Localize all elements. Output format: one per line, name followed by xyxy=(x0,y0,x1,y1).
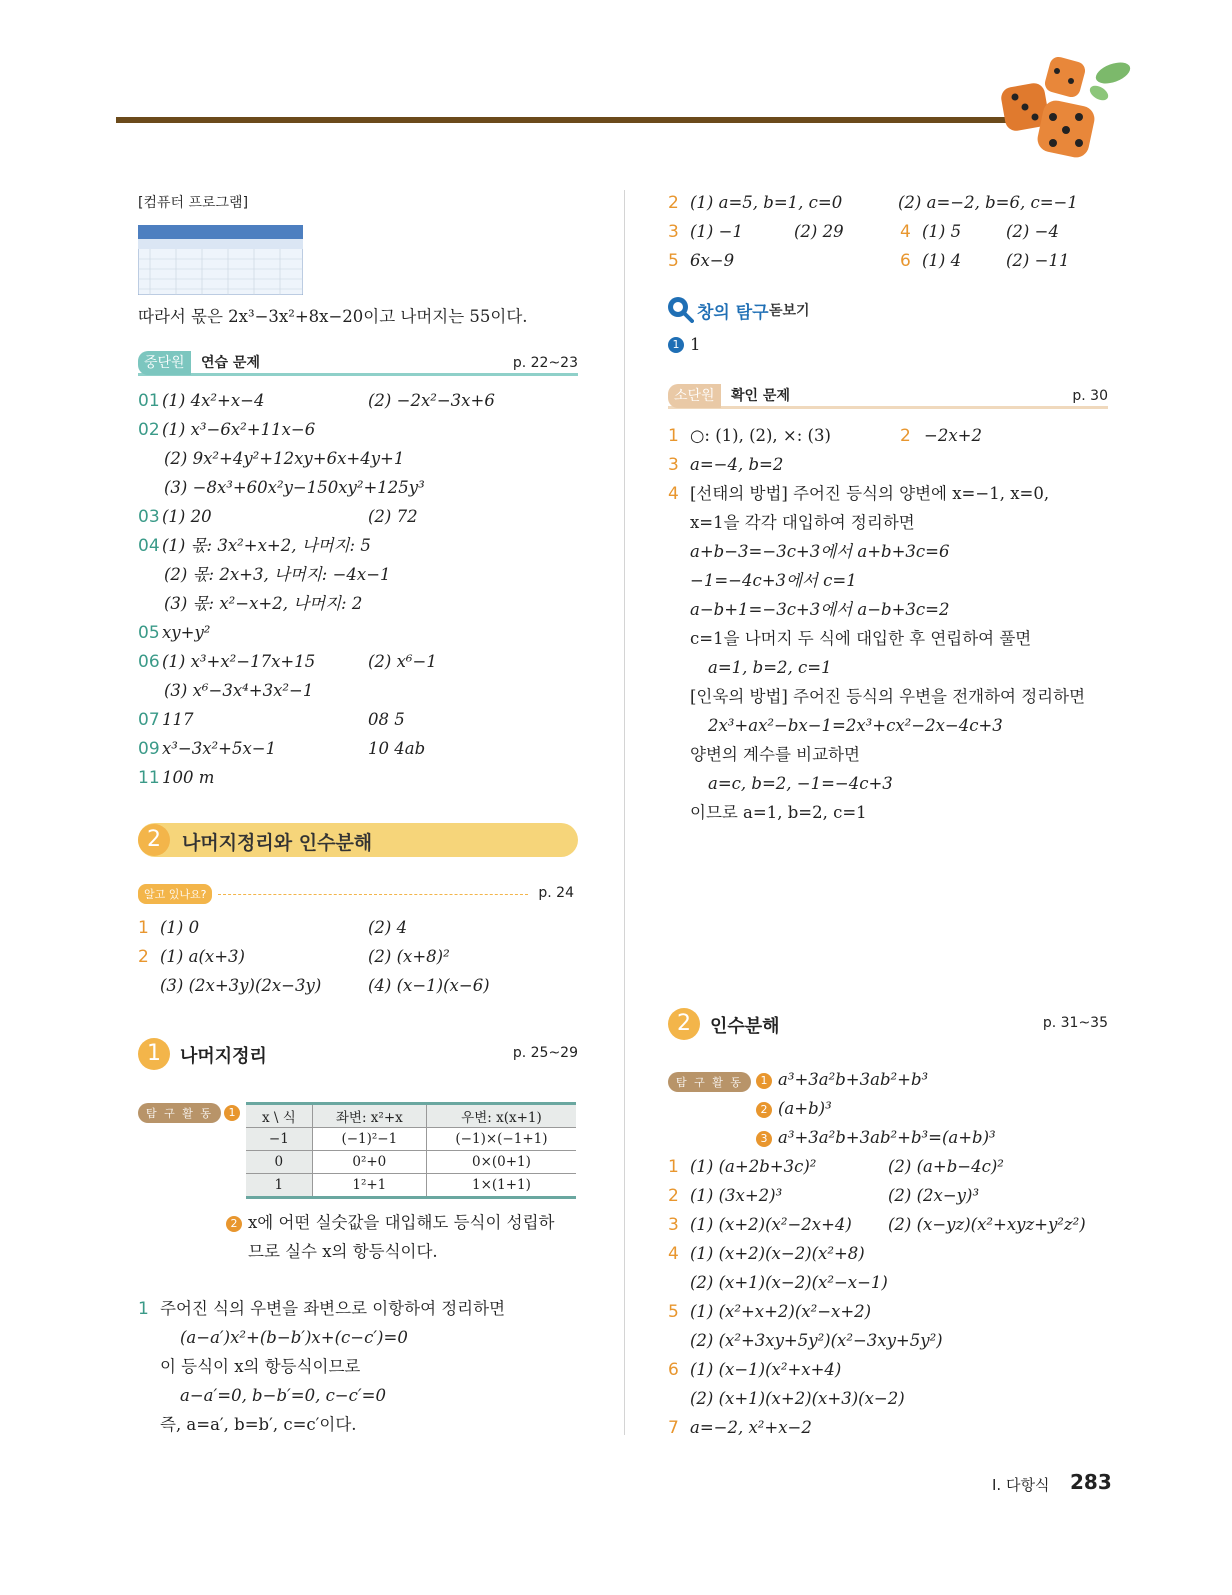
check-answer: [선태의 방법] 주어진 등식의 양변에 x=−1, x=0, xyxy=(690,484,1050,503)
answer-text: (1) 5 xyxy=(922,222,962,241)
section-header-check xyxy=(668,384,1108,408)
chapter-title: 나머지정리와 인수분해 xyxy=(182,832,373,854)
answer-number: 02 xyxy=(138,420,160,440)
answer-text: 117 xyxy=(162,710,194,729)
page-ref: p. 24 xyxy=(538,885,574,901)
answer-text: (2) (a+b−4c)² xyxy=(888,1157,1004,1176)
answer-text: (2) (x−yz)(x²+xyz+y²z²) xyxy=(888,1215,1086,1234)
know-header xyxy=(138,884,578,904)
check-answer: −2x+2 xyxy=(924,426,982,445)
answer-number: 11 xyxy=(138,768,160,788)
proof-line: 주어진 식의 우변을 좌변으로 이항하여 정리하면 xyxy=(160,1299,506,1318)
subsection-number: 1 xyxy=(138,1038,170,1070)
chapter-banner xyxy=(138,823,578,857)
proof-line: 이 등식이 x의 항등식이므로 xyxy=(160,1357,361,1376)
answer-text: (3) (2x+3y)(2x−3y) xyxy=(160,976,322,995)
answer-text: (1) a=5, b=1, c=0 xyxy=(690,193,843,212)
answer-number: 2 xyxy=(668,193,679,213)
answer-number: 5 xyxy=(668,1302,679,1322)
table-header: 좌변: x²+x xyxy=(312,1104,426,1128)
answer-text: (1) (x−1)(x²+x+4) xyxy=(690,1360,842,1379)
table-cell: 0²+0 xyxy=(312,1151,426,1174)
step-1-icon: 1 xyxy=(668,337,684,353)
creative-title: 창의 탐구 xyxy=(697,303,769,323)
answer-text: xy+y² xyxy=(162,623,211,642)
step-3-icon: 3 xyxy=(756,1131,772,1147)
answer-text: 08 5 xyxy=(368,710,405,729)
activity-answer: a³+3a²b+3ab²+b³ xyxy=(778,1070,929,1089)
proof-line: a−a′=0, b−b′=0, c−c′=0 xyxy=(180,1386,386,1405)
section-header-practice xyxy=(138,351,578,375)
check-answer: −1=−4c+3에서 c=1 xyxy=(690,571,857,590)
table-header: x \ 식 xyxy=(246,1104,312,1128)
table-cell: 1 xyxy=(246,1174,312,1198)
table-cell: (−1)×(−1+1) xyxy=(426,1128,576,1151)
check-answer: x=1을 각각 대입하여 정리하면 xyxy=(690,513,915,532)
header-bar xyxy=(116,117,1016,123)
answer-text: (3) x⁶−3x⁴+3x²−1 xyxy=(164,681,314,700)
answer-text: (2) a=−2, b=6, c=−1 xyxy=(898,193,1078,212)
answer-number: 3 xyxy=(668,222,679,242)
program-result: 따라서 몫은 2x³−3x²+8x−20이고 나머지는 55이다. xyxy=(138,307,528,326)
answer-number: 5 xyxy=(668,251,679,271)
magnifier-icon xyxy=(666,295,694,323)
answer-number: 1 xyxy=(138,1299,149,1319)
check-answer: [인욱의 방법] 주어진 등식의 우변을 전개하여 정리하면 xyxy=(690,687,1086,706)
proof-line: 즉, a=a′, b=b′, c=c′이다. xyxy=(160,1415,357,1434)
answer-number: 04 xyxy=(138,536,160,556)
answer-text: (2) 9x²+4y²+12xy+6x+4y+1 xyxy=(164,449,405,468)
identity-table xyxy=(246,1102,576,1199)
answer-number: 2 xyxy=(668,1186,679,1206)
subsection-header-factoring xyxy=(668,1008,1108,1042)
answer-text: (2) 4 xyxy=(368,918,408,937)
proof-line: (a−a′)x²+(b−b′)x+(c−c′)=0 xyxy=(180,1328,408,1347)
answer-text: (1) (3x+2)³ xyxy=(690,1186,783,1205)
answer-text: (1) a(x+3) xyxy=(160,947,245,966)
answer-text: (2) (x²+3xy+5y²)(x²−3xy+5y²) xyxy=(690,1331,943,1350)
check-answer: ○: (1), (2), ×: (3) xyxy=(690,426,831,445)
answer-text: a=−2, x²+x−2 xyxy=(690,1418,812,1437)
answer-text: (1) 0 xyxy=(160,918,200,937)
check-answer: 양변의 계수를 비교하면 xyxy=(690,745,860,764)
answer-text: (2) −11 xyxy=(1006,251,1070,270)
activity-answer: (a+b)³ xyxy=(778,1099,832,1118)
answer-number: 6 xyxy=(668,1360,679,1380)
answer-text: 6x−9 xyxy=(690,251,735,270)
answer-number: 7 xyxy=(668,1418,679,1438)
page-ref: p. 25~29 xyxy=(512,1045,578,1061)
answer-number: 1 xyxy=(138,918,149,938)
answer-text: (1) (x²+x+2)(x²−x+2) xyxy=(690,1302,872,1321)
answer-text: 100 m xyxy=(162,768,215,787)
answer-text: (1) (x+2)(x²−2x+4) xyxy=(690,1215,852,1234)
check-answer: c=1을 나머지 두 식에 대입한 후 연립하여 풀면 xyxy=(690,629,1032,648)
answer-text: (3) 몫: x²−x+2, 나머지: 2 xyxy=(164,594,363,613)
answer-number: 4 xyxy=(668,484,679,504)
answer-text: (1) x³+x²−17x+15 xyxy=(162,652,316,671)
know-rule xyxy=(218,894,528,895)
answer-number: 05 xyxy=(138,623,160,643)
table-row xyxy=(246,1174,576,1198)
page-ref: p. 22~23 xyxy=(512,355,578,371)
subsection-title: 나머지정리 xyxy=(180,1046,267,1067)
chapter-number: 2 xyxy=(138,824,170,856)
answer-text: (2) (2x−y)³ xyxy=(888,1186,980,1205)
creative-subtitle: 돋보기 xyxy=(769,303,810,319)
subsection-number: 2 xyxy=(668,1008,700,1040)
section-tag: 소단원 xyxy=(668,384,721,408)
know-tag: 알고 있나요? xyxy=(138,884,212,904)
check-answer: a=c, b=2, −1=−4c+3 xyxy=(708,774,893,793)
spreadsheet-thumbnail xyxy=(138,225,303,295)
subsection-title: 인수분해 xyxy=(710,1016,780,1037)
section-tag: 중단원 xyxy=(138,351,191,375)
answer-number: 4 xyxy=(668,1244,679,1264)
dice-icon xyxy=(995,55,1145,170)
table-cell: 1²+1 xyxy=(312,1174,426,1198)
activity-tag: 탐 구 활 동 xyxy=(668,1072,751,1092)
step-2-icon: 2 xyxy=(226,1216,242,1232)
answer-text: (2) 72 xyxy=(368,507,418,526)
answer-text: x³−3x²+5x−1 xyxy=(162,739,277,758)
check-answer: a=−4, b=2 xyxy=(690,455,784,474)
answer-text: (2) 29 xyxy=(794,222,844,241)
answer-text: (1) 4x²+x−4 xyxy=(162,391,265,410)
table-row xyxy=(246,1128,576,1151)
activity-tag: 탐 구 활 동 xyxy=(138,1103,221,1123)
step-1-icon: 1 xyxy=(756,1073,772,1089)
answer-text: (2) 몫: 2x+3, 나머지: −4x−1 xyxy=(164,565,391,584)
table-row xyxy=(246,1151,576,1174)
activity-answer: a³+3a²b+3ab²+b³=(a+b)³ xyxy=(778,1128,996,1147)
page-number: 283 xyxy=(1070,1470,1112,1494)
step2-text: x에 어떤 실숫값을 대입해도 등식이 성립하 xyxy=(248,1213,555,1232)
table-cell: (−1)²−1 xyxy=(312,1128,426,1151)
answer-text: (1) 몫: 3x²+x+2, 나머지: 5 xyxy=(162,536,371,555)
answer-text: (1) x³−6x²+11x−6 xyxy=(162,420,316,439)
answer-number: 03 xyxy=(138,507,160,527)
check-answer: a=1, b=2, c=1 xyxy=(708,658,832,677)
chapter-label: I. 다항식 xyxy=(992,1476,1050,1494)
answer-number: 07 xyxy=(138,710,160,730)
answer-number: 2 xyxy=(138,947,149,967)
answer-text: (1) 4 xyxy=(922,251,962,270)
answer-text: (1) −1 xyxy=(690,222,743,241)
answer-number: 01 xyxy=(138,391,160,411)
step-1-icon: 1 xyxy=(224,1105,240,1121)
page-ref: p. 30 xyxy=(1072,388,1108,404)
answer-number: 1 xyxy=(668,1157,679,1177)
answer-text: (1) (a+2b+3c)² xyxy=(690,1157,817,1176)
answer-text: (3) −8x³+60x²y−150xy²+125y³ xyxy=(164,478,425,497)
answer-number: 3 xyxy=(668,455,679,475)
column-divider xyxy=(624,190,625,1435)
answer-text: (4) (x−1)(x−6) xyxy=(368,976,490,995)
creative-answer: 1 xyxy=(690,335,701,354)
answer-text: 10 4ab xyxy=(368,739,426,758)
section-title: 확인 문제 xyxy=(731,388,790,404)
table-cell: −1 xyxy=(246,1128,312,1151)
check-answer: 2x³+ax²−bx−1=2x³+cx²−2x−4c+3 xyxy=(708,716,1003,735)
answer-text: (2) (x+8)² xyxy=(368,947,450,966)
answer-number: 6 xyxy=(900,251,911,271)
answer-text: (2) (x+1)(x−2)(x²−x−1) xyxy=(690,1273,888,1292)
answer-text: (1) (x+2)(x−2)(x²+8) xyxy=(690,1244,865,1263)
check-answer: a−b+1=−3c+3에서 a−b+3c=2 xyxy=(690,600,950,619)
step2-text: 므로 실수 x의 항등식이다. xyxy=(248,1242,438,1261)
answer-text: (2) −2x²−3x+6 xyxy=(368,391,495,410)
table-cell: 0×(0+1) xyxy=(426,1151,576,1174)
program-label: [컴퓨터 프로그램] xyxy=(138,195,249,211)
answer-number: 2 xyxy=(900,426,911,446)
section-title: 연습 문제 xyxy=(201,355,260,371)
answer-text: (2) x⁶−1 xyxy=(368,652,437,671)
answer-number: 06 xyxy=(138,652,160,672)
answer-number: 1 xyxy=(668,426,679,446)
check-answer: a+b−3=−3c+3에서 a+b+3c=6 xyxy=(690,542,950,561)
check-answer: 이므로 a=1, b=2, c=1 xyxy=(690,803,867,822)
answer-number: 09 xyxy=(138,739,160,759)
answer-text: (2) (x+1)(x+2)(x+3)(x−2) xyxy=(690,1389,905,1408)
table-header: 우변: x(x+1) xyxy=(426,1104,576,1128)
answer-number: 4 xyxy=(900,222,911,242)
page-ref: p. 31~35 xyxy=(1042,1015,1108,1031)
step-2-icon: 2 xyxy=(756,1102,772,1118)
subsection-header-remainder xyxy=(138,1038,578,1072)
table-cell: 0 xyxy=(246,1151,312,1174)
answer-text: (1) 20 xyxy=(162,507,212,526)
answer-text: (2) −4 xyxy=(1006,222,1059,241)
table-cell: 1×(1+1) xyxy=(426,1174,576,1198)
answer-number: 3 xyxy=(668,1215,679,1235)
